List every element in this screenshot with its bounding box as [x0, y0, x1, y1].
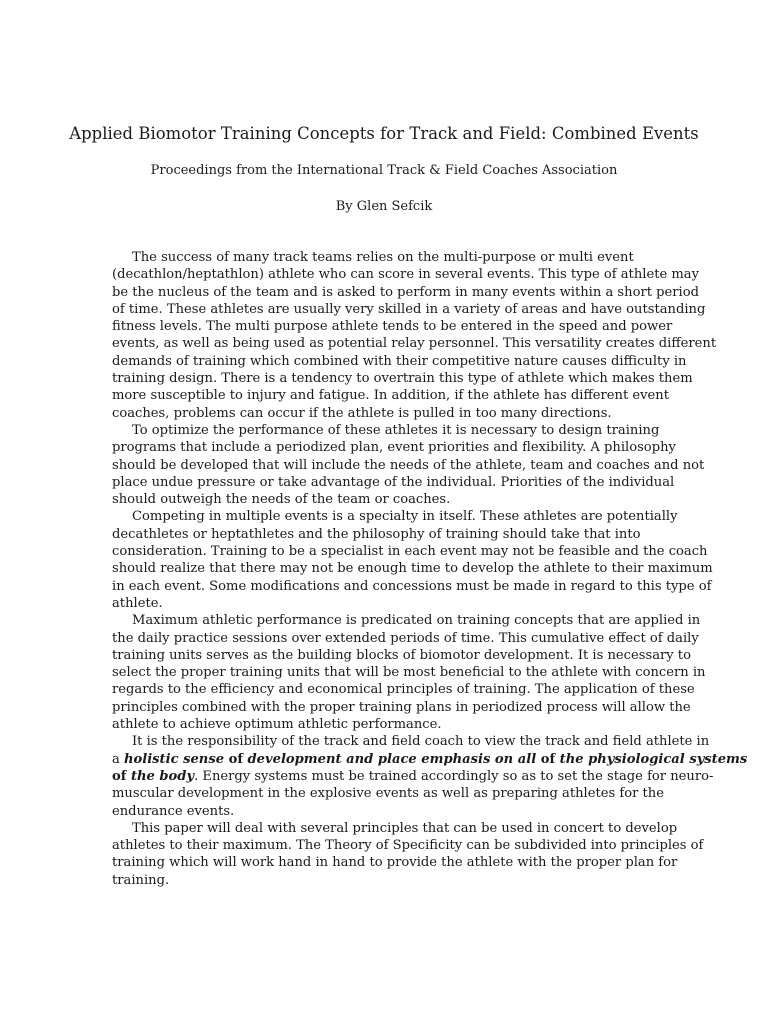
body-text-segment: The success of many track teams relies on the multi-purpose or multi event	[132, 250, 634, 265]
body-line	[112, 768, 714, 785]
body-line	[112, 716, 652, 733]
body-text-segment: regards to the efficiency and economical principles of training. The application of these	[112, 682, 695, 698]
body-line	[112, 699, 691, 716]
body-text-segment: be the nucleus of the team and is asked to perform in many events within a short period	[112, 284, 699, 300]
body-text-segment: the daily practice sessions over extended periods of time. This cumulative effect of daily	[112, 630, 699, 646]
body-text-segment: should be developed that will include the needs of the athlete, team and coaches and not	[112, 457, 705, 473]
body-line	[112, 612, 701, 629]
body-text-segment: endurance events.	[112, 803, 235, 819]
emphasis-text: of	[112, 768, 131, 784]
body-line	[112, 387, 669, 404]
body-line	[112, 491, 652, 508]
body-text-segment: principles combined with the proper training plans in periodized process will allow the	[112, 699, 691, 715]
body-text-segment: training design. There is a tendency to overtrain this type of athlete which makes them	[112, 371, 693, 387]
body-line	[112, 370, 693, 387]
body-line	[112, 837, 704, 854]
body-line	[112, 664, 706, 681]
body-text-segment: training units serves as the building blocks of biomotor development. It is necessary to	[112, 647, 691, 663]
body-text-segment: of time. These athletes are usually very skilled in a variety of areas and have outstanding	[112, 301, 706, 317]
body-line	[112, 543, 708, 560]
emphasis-text: the physiological systems	[559, 751, 748, 767]
body-text-segment: . Energy systems must be trained accordingly so as to set the stage for neuro-	[194, 768, 714, 784]
body-line	[112, 785, 664, 802]
body-text-segment: muscular development in the explosive events as well as preparing athletes for the	[112, 786, 664, 802]
emphasis-text: development and place emphasis on all	[247, 751, 537, 767]
body-line	[112, 820, 678, 837]
emphasis-text: the body	[130, 768, 195, 784]
body-text-segment: It is the responsibility of the track and field coach to view the track and field athlete in	[132, 734, 710, 750]
body-text-segment: training which will work hand in hand to provide the athlete with the proper plan for	[112, 855, 678, 871]
body-text-segment: athlete to achieve optimum athletic performance.	[112, 717, 442, 733]
body-text-segment: events, as well as being used as potential relay personnel. This versatility creates different	[112, 336, 717, 352]
body-text-segment: consideration. Training to be a specialist in each event may not be feasible and the coach	[112, 544, 708, 560]
body-text-segment: To optimize the performance of these athletes it is necessary to design training	[132, 422, 660, 438]
body-text-segment: coaches, problems can occur if the athlete is pulled in too many directions.	[112, 405, 612, 421]
body-line	[112, 751, 748, 768]
body-line	[112, 681, 695, 698]
body-line	[112, 335, 717, 352]
body-text-segment: select the proper training units that will be most beneficial to the athlete with concern in	[112, 665, 706, 681]
body-line	[112, 595, 652, 612]
body-line	[112, 422, 660, 439]
document-body	[112, 249, 748, 889]
body-line	[112, 405, 652, 422]
body-line	[112, 474, 675, 491]
body-line	[112, 301, 706, 318]
body-text-segment: place undue pressure or take advantage of the individual. Priorities of the individual	[112, 474, 675, 490]
body-line	[112, 526, 652, 543]
body-text-segment: more susceptible to injury and fatigue. In addition, if the athlete has different event	[112, 388, 669, 404]
body-text-segment: decathletes or heptathletes and the philosophy of training should take that into	[112, 526, 641, 542]
body-line	[112, 647, 691, 664]
body-line	[112, 318, 673, 335]
body-line	[112, 284, 699, 301]
body-line	[112, 630, 699, 647]
emphasis-text: of	[536, 751, 560, 767]
body-line	[112, 854, 678, 871]
document-subtitle: Proceedings from the International Track & Field Coaches Association	[150, 163, 618, 178]
body-text-segment: training.	[112, 872, 170, 888]
body-line	[112, 266, 699, 283]
body-line	[112, 578, 712, 595]
document-title: Applied Biomotor Training Concepts for Track and Field: Combined Events	[69, 124, 699, 143]
body-line	[112, 733, 710, 750]
body-text-segment: This paper will deal with several principles that can be used in concert to develop	[132, 820, 678, 836]
emphasis-text: of	[224, 751, 248, 767]
body-text-segment: should realize that there may not be enough time to develop the athlete to their maximum	[112, 561, 713, 577]
body-text-segment: Competing in multiple events is a specialty in itself. These athletes are potentially	[132, 509, 678, 525]
body-line	[112, 439, 676, 456]
body-text-segment: should outweigh the needs of the team or coaches.	[112, 492, 451, 508]
body-text-segment: athlete.	[112, 595, 163, 611]
emphasis-text: holistic sense	[123, 751, 225, 767]
document-author: By Glen Sefcik	[335, 199, 433, 214]
body-line	[112, 560, 713, 577]
body-text-segment: fitness levels. The multi purpose athlete tends to be entered in the speed and power	[112, 319, 673, 335]
body-text-segment: demands of training which combined with their competitive nature causes difficulty in	[112, 353, 687, 369]
body-line	[112, 872, 652, 889]
body-line	[112, 457, 705, 474]
body-line	[112, 353, 687, 370]
body-text-segment: a	[112, 751, 124, 767]
body-text-segment: (decathlon/heptathlon) athlete who can score in several events. This type of athlete may	[112, 267, 699, 283]
body-text-segment: Maximum athletic performance is predicated on training concepts that are applied in	[132, 613, 701, 629]
body-text-segment: programs that include a periodized plan, event priorities and flexibility. A philosophy	[112, 440, 676, 456]
body-text-segment: in each event. Some modifications and concessions must be made in regard to this type of	[112, 578, 712, 594]
body-line	[112, 249, 652, 266]
body-text-segment: athletes to their maximum. The Theory of Specificity can be subdivided into principles of	[112, 838, 704, 854]
body-line	[112, 508, 678, 525]
body-line	[112, 803, 652, 820]
